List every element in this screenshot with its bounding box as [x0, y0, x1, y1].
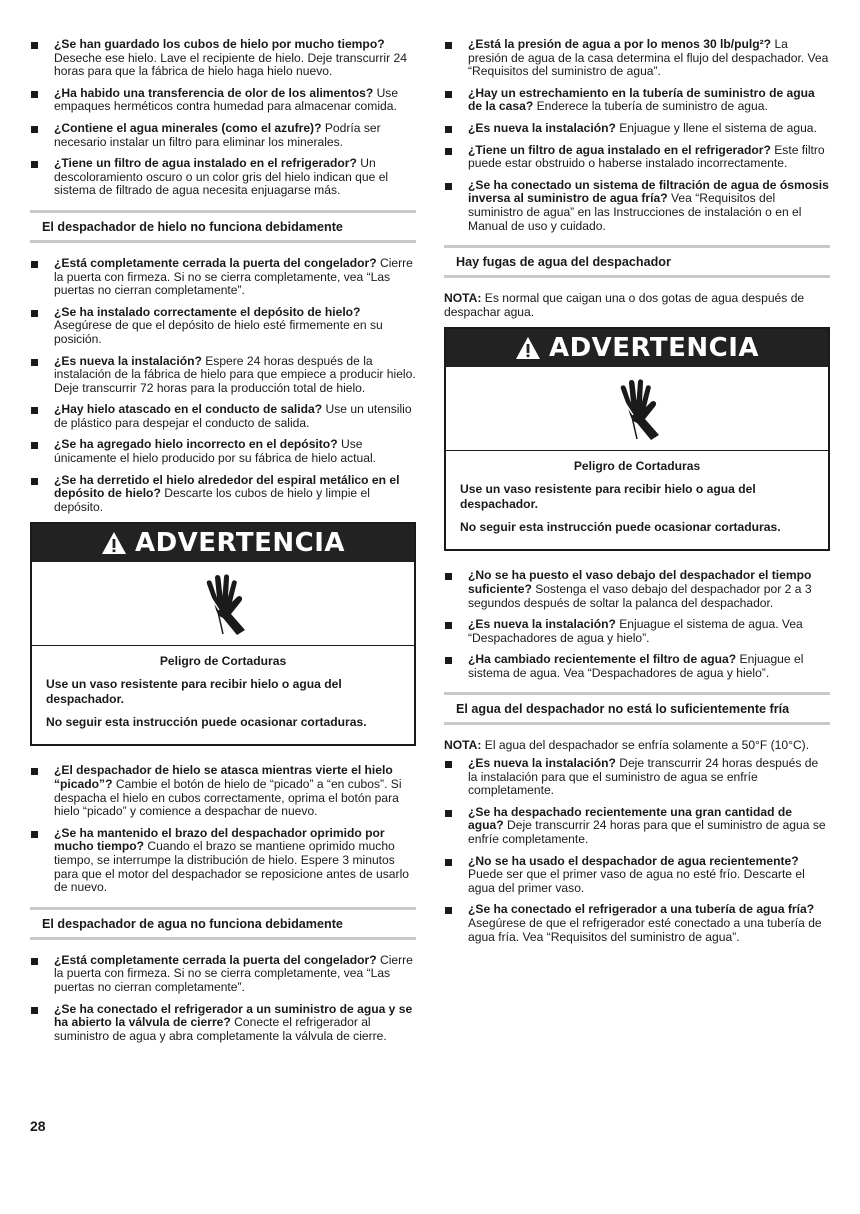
warning-consequence: No seguir esta instrucción puede ocasionar cortaduras. [460, 520, 781, 535]
left-column [30, 38, 416, 1051]
list-item: ¿Es nueva la instalación? Deje transcurrir 24 horas después de la instalación para que el suministro de agua se enfríe completamente. [444, 757, 830, 798]
bullet-list [444, 38, 830, 233]
warning-instruction: Use un vaso resistente para recibir hielo o agua del despachador. [460, 482, 756, 512]
warning-consequence: No seguir esta instrucción puede ocasionar cortaduras. [46, 715, 367, 730]
note: NOTA: Es normal que caigan una o dos gotas de agua después de despachar agua. [444, 291, 805, 319]
list-item: ¿Se han guardado los cubos de hielo por mucho tiempo? Deseche ese hielo. Lave el recipiente de hielo. Deje transcurrir 24 horas para que la fábrica de hielo haga hielo nuevo. [30, 38, 416, 79]
list-item: ¿Hay hielo atascado en el conducto de salida? Use un utensilio de plástico para despejar el conducto de salida. [30, 403, 416, 430]
square-bullet-icon [445, 810, 452, 817]
list-item: ¿Es nueva la instalación? Enjuague y llene el sistema de agua. [444, 122, 830, 136]
square-bullet-icon [31, 91, 38, 98]
list-item: ¿Se ha conectado un sistema de filtración de agua de ósmosis inversa al suministro de agua fría? Vea “Requisitos del suministro de agua” en las Instrucciones de instalación o en el Manual de uso y cuidado. [444, 179, 830, 233]
bullet-list [444, 757, 830, 944]
square-bullet-icon [31, 407, 38, 414]
warning-title: Peligro de Cortaduras [159, 654, 287, 669]
list-item: ¿Hay un estrechamiento en la tubería de suministro de agua de la casa? Enderece la tubería de suministro de agua. [444, 87, 830, 114]
square-bullet-icon [31, 261, 38, 268]
square-bullet-icon [445, 859, 452, 866]
square-bullet-icon [31, 958, 38, 965]
list-item: ¿Tiene un filtro de agua instalado en el refrigerador? Un descoloramiento oscuro o un color gris del hielo indican que el sistema de filtrado de agua necesita enjuagarse más. [30, 157, 416, 198]
list-item: ¿Se ha instalado correctamente el depósito de hielo? Asegúrese de que el depósito de hielo esté firmemente en su posición. [30, 306, 416, 347]
bullet-list [444, 569, 830, 680]
bullet-list [30, 38, 416, 198]
list-item: ¿Se ha conectado el refrigerador a un suministro de agua y se ha abierto la válvula de cierre? Conecte el refrigerador al suministro de agua y abra completamente la válvula de cierre. [30, 1003, 416, 1044]
right-column [444, 38, 830, 952]
list-item: ¿Contiene el agua minerales (como el azufre)? Podría ser necesario instalar un filtro para eliminar los minerales. [30, 122, 416, 149]
section-heading-water-dispenser: El despachador de agua no funciona debidamente [30, 907, 416, 940]
list-item: ¿Se ha mantenido el brazo del despachador oprimido por mucho tiempo? Cuando el brazo se mantiene oprimido mucho tiempo, se interrumpe la distribución de hielo. Espere 3 minutos para que el motor del despachador se reposicione antes de usarlo de nuevo. [30, 827, 416, 895]
hazard-pictogram [32, 562, 414, 646]
list-item: ¿Está completamente cerrada la puerta del congelador? Cierre la puerta con firmeza. Si no se cierra completamente, vea “Las puertas no cierran completamente”. [30, 954, 416, 995]
square-bullet-icon [445, 761, 452, 768]
square-bullet-icon [445, 42, 452, 49]
square-bullet-icon [31, 126, 38, 133]
list-item: ¿Tiene un filtro de agua instalado en el refrigerador? Este filtro puede estar obstruido o haberse instalado incorrectamente. [444, 144, 830, 171]
square-bullet-icon [31, 478, 38, 485]
bullet-list [30, 257, 416, 515]
warning-text [446, 451, 828, 549]
list-item: ¿Se ha despachado recientemente una gran cantidad de agua? Deje transcurrir 24 horas para que el suministro de agua se enfríe completamente. [444, 806, 830, 847]
square-bullet-icon [31, 442, 38, 449]
warning-instruction: Use un vaso resistente para recibir hielo o agua del despachador. [46, 677, 342, 707]
warning-text [32, 646, 414, 744]
section-heading-ice-dispenser: El despachador de hielo no funciona debidamente [30, 210, 416, 243]
square-bullet-icon [445, 148, 452, 155]
list-item: ¿Se ha derretido el hielo alrededor del espiral metálico en el depósito de hielo? Descarte los cubos de hielo y limpie el depósito. [30, 474, 416, 515]
hazard-pictogram [446, 367, 828, 451]
square-bullet-icon [31, 768, 38, 775]
warning-triangle-icon [515, 336, 541, 360]
section-heading-water-leaks: Hay fugas de agua del despachador [444, 245, 830, 278]
square-bullet-icon [445, 573, 452, 580]
list-item: ¿Está la presión de agua a por lo menos 30 lb/pulg²? La presión de agua de la casa determina el flujo del despachador. Vea “Requisitos del suministro de agua”. [444, 38, 830, 79]
warning-triangle-icon [101, 531, 127, 555]
list-item: ¿Ha habido una transferencia de olor de los alimentos? Use empaques herméticos contra humedad para almacenar comida. [30, 87, 416, 114]
page-number: 28 [30, 1118, 46, 1134]
list-item: ¿No se ha usado el despachador de agua recientemente? Puede ser que el primer vaso de agua no esté frío. Descarte el agua del primer vaso. [444, 855, 830, 896]
square-bullet-icon [445, 183, 452, 190]
list-item: ¿Ha cambiado recientemente el filtro de agua? Enjuague el sistema de agua. Vea “Despachadores de agua y hielo”. [444, 653, 830, 680]
cut-hand-hazard-icon [193, 572, 253, 636]
square-bullet-icon [31, 310, 38, 317]
list-item: ¿Es nueva la instalación? Espere 24 horas después de la instalación de la fábrica de hielo para que empiece a producir hielo. Deje transcurrir 72 horas para la producción total de hielo. [30, 355, 416, 396]
warning-header: ADVERTENCIA [32, 524, 414, 562]
bullet-list [30, 764, 416, 894]
list-item: ¿El despachador de hielo se atasca mientras vierte el hielo “picado”? Cambie el botón de hielo de “picado” a “en cubos”. Si despacha el hielo en cubos correctamente, oprima el botón para hielo “picado” y comience a despachar de nuevo. [30, 764, 416, 818]
list-item: ¿No se ha puesto el vaso debajo del despachador el tiempo suficiente? Sostenga el vaso debajo del despachador por 2 a 3 segundos después de soltar la palanca del despachador. [444, 569, 830, 610]
square-bullet-icon [445, 657, 452, 664]
warning-header: ADVERTENCIA [446, 329, 828, 367]
list-item: ¿Se ha conectado el refrigerador a una tubería de agua fría? Asegúrese de que el refrigerador esté conectado a una tubería de agua fría. Vea “Requisitos del suministro de agua”. [444, 903, 830, 944]
square-bullet-icon [31, 42, 38, 49]
square-bullet-icon [445, 907, 452, 914]
warning-title: Peligro de Cortaduras [573, 459, 701, 474]
list-item: ¿Es nueva la instalación? Enjuague el sistema de agua. Vea “Despachadores de agua y hielo”. [444, 618, 830, 645]
note: NOTA: El agua del despachador se enfría solamente a 50°F (10°C). [444, 738, 810, 753]
square-bullet-icon [445, 622, 452, 629]
square-bullet-icon [445, 91, 452, 98]
square-bullet-icon [31, 1007, 38, 1014]
bullet-list [30, 954, 416, 1044]
list-item: ¿Se ha agregado hielo incorrecto en el depósito? Use únicamente el hielo producido por su fábrica de hielo actual. [30, 438, 416, 465]
list-item: ¿Está completamente cerrada la puerta del congelador? Cierre la puerta con firmeza. Si no se cierra completamente, vea “Las puertas no cierran completamente”. [30, 257, 416, 298]
warning-box [30, 522, 416, 746]
square-bullet-icon [31, 359, 38, 366]
warning-box [444, 327, 830, 551]
section-heading-water-not-cold: El agua del despachador no está lo suficientemente fría [444, 692, 830, 725]
cut-hand-hazard-icon [607, 377, 667, 441]
square-bullet-icon [31, 161, 38, 168]
square-bullet-icon [445, 126, 452, 133]
square-bullet-icon [31, 831, 38, 838]
